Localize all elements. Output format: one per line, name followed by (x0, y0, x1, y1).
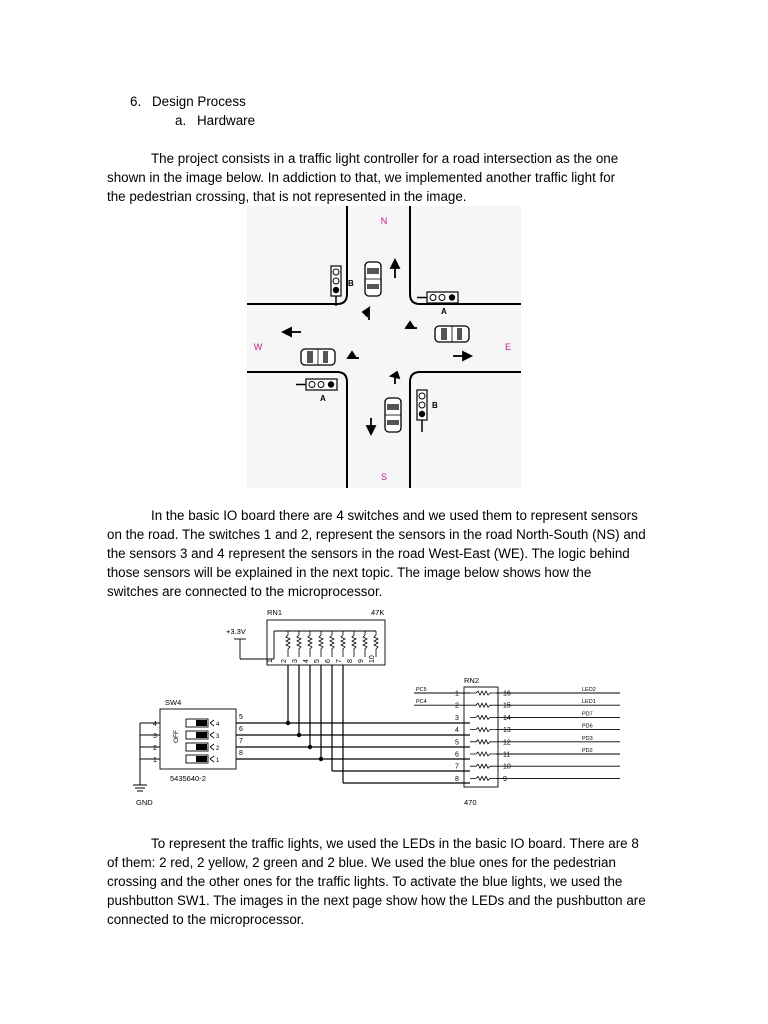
rn2-left-pin: 1 (455, 690, 459, 698)
rn1-resistor (319, 631, 323, 657)
junction-dots (286, 721, 323, 761)
rn2-resistor (470, 752, 496, 756)
paragraph-line: In the basic IO board there are 4 switches and we used them to represent sensors (151, 508, 638, 523)
rn1-pin-number: 7 (336, 659, 343, 663)
rn1-pin-number: 4 (303, 659, 310, 663)
sw4-left-pin: 1 (153, 757, 157, 764)
dip-switch-mark (210, 720, 214, 726)
rn2-right-pin: 14 (503, 714, 511, 722)
paragraph-line: The project consists in a traffic light controller for a road intersection as the one (151, 151, 619, 166)
rn1-resistor (352, 631, 356, 657)
dip-switch-knob (196, 756, 207, 762)
port-left-label: PC4 (416, 699, 427, 706)
subsection-title: Hardware (197, 113, 256, 128)
rn1-pin-number: 9 (358, 659, 365, 663)
sw4-label: SW4 (165, 698, 182, 707)
paragraph-line: pushbutton SW1. The images in the next page show how the LEDs and the pushbutton are (107, 893, 646, 908)
dip-switch-knob (196, 744, 207, 750)
port-right-label: PD2 (582, 748, 593, 754)
rn1-pin-number: 5 (314, 659, 321, 663)
section-number: 6. (130, 94, 142, 109)
rn1-pin-number: 3 (292, 659, 299, 663)
rn2-left-pin: 7 (455, 763, 459, 771)
car-south (385, 398, 401, 432)
rn1-resistor-array (286, 631, 378, 657)
rn1-resistor (286, 631, 290, 657)
sw4-right-pin: 7 (239, 738, 243, 745)
car-west (301, 349, 335, 365)
rn1-resistor (363, 631, 367, 657)
rn2-right-pin: 9 (503, 775, 507, 783)
paragraph-line: those sensors will be explained in the next topic. The image below shows how the (107, 565, 592, 580)
paragraph-line: shown in the image below. In addiction to that, we implemented another traffic light for (107, 170, 616, 185)
port-right-label: PD3 (582, 735, 593, 742)
dip-switch-tag: 4 (216, 722, 220, 728)
rn2-label: RN2 (464, 676, 480, 685)
car-north (365, 262, 381, 296)
subsection-letter: a. (175, 113, 187, 128)
gnd-label: GND (136, 798, 153, 807)
dip-switch-tag: 3 (216, 734, 220, 740)
north-label: N (380, 216, 388, 226)
port-right-label: PD7 (582, 711, 593, 718)
rn1-resistor (374, 631, 378, 657)
light-b-label-2: B (432, 401, 438, 410)
dip-switch-knob (196, 732, 207, 738)
switch-schematic (130, 607, 630, 809)
rn2-right-pin: 15 (503, 702, 511, 710)
paragraph-line: of them: 2 red, 2 yellow, 2 green and 2 blue. We used the blue ones for the pedestrian (107, 855, 616, 870)
rn1-box (267, 620, 385, 665)
rn1-pin-labels (267, 655, 376, 663)
sw4-right-pin: 8 (239, 750, 243, 757)
sw4-right-pin: 6 (239, 726, 243, 733)
rn2-left-pin: 2 (455, 702, 459, 710)
rn2-resistor (470, 776, 496, 780)
rn2-resistor (470, 740, 496, 744)
paragraph-line: switches are connected to the microprocessor. (107, 584, 383, 599)
port-right-label: PD6 (582, 723, 593, 730)
west-label: W (253, 342, 263, 352)
rn2-right-pin: 11 (503, 751, 511, 759)
rn2-right-pin: 16 (503, 690, 511, 698)
paragraph-line: the sensors 3 and 4 represent the sensors in the road West-East (WE). The logic behind (107, 546, 630, 561)
rn1-pin-number: 2 (281, 659, 288, 663)
sw4-switches (153, 714, 243, 764)
paragraph-line: To represent the traffic lights, we used the LEDs in the basic IO board. There are 8 (151, 836, 639, 851)
rn2-resistor (470, 728, 496, 732)
rn2-box (464, 687, 498, 787)
rn1-pin-number: 10 (369, 655, 376, 663)
east-label: E (504, 342, 512, 352)
rn2-left-pin: 3 (455, 714, 459, 722)
rn2-left-pin: 4 (455, 727, 459, 735)
rn1-pin-number: 8 (347, 659, 354, 663)
paragraph-line: the pedestrian crossing, that is not represented in the image. (107, 189, 467, 204)
south-label: S (380, 472, 388, 482)
rn1-label: RN1 (267, 608, 283, 617)
dip-switch-tag: 2 (216, 746, 220, 752)
supply-label: +3.3V (226, 627, 246, 636)
dip-switch-tag: 1 (216, 758, 220, 764)
rn2-resistor (470, 715, 496, 719)
light-b-label: B (348, 279, 354, 288)
rn2-resistor (470, 703, 496, 707)
rn2-left-pin: 8 (455, 775, 459, 783)
port-left-label: PC5 (416, 687, 427, 693)
rn2-resistor-array (470, 691, 496, 780)
rn2-resistor (470, 764, 496, 768)
dip-switch-knob (196, 720, 207, 726)
rn1-resistor (308, 631, 312, 657)
light-a-label: A (441, 307, 447, 316)
paragraph-leds (107, 834, 647, 929)
rn1-resistor (297, 631, 301, 657)
paragraph-line: on the road. The switches 1 and 2, represent the sensors in the road North-South (NS) and (107, 527, 646, 542)
sw4-left-pin: 2 (153, 745, 157, 752)
dip-switch-mark (210, 732, 214, 738)
sw4-right-pin: 5 (239, 714, 243, 721)
rn1-pin-number: 1 (267, 659, 274, 663)
dip-switch-mark (210, 756, 214, 762)
rn2-left-pin: 5 (455, 739, 459, 747)
port-right-label: LED2 (582, 687, 596, 693)
intersection-figure (247, 206, 521, 488)
rn1-value: 47K (371, 608, 385, 617)
rn2-right-pin: 10 (503, 763, 511, 771)
rn2-resistor (470, 691, 496, 695)
light-a-label-2: A (320, 394, 326, 403)
signal-lines (236, 723, 470, 783)
rn1-resistor (330, 631, 334, 657)
rn1-pin-number: 6 (325, 659, 332, 663)
car-east (435, 326, 469, 342)
rn2-right-pin: 13 (503, 727, 511, 735)
rn2-left-pin: 6 (455, 751, 459, 759)
rn2-value: 470 (464, 798, 477, 807)
bus-lines (288, 665, 343, 783)
off-label: OFF (173, 730, 180, 743)
dip-switch-mark (210, 744, 214, 750)
paragraph-line: crossing and the other ones for the traffic lights. To activate the blue lights, we used the (107, 874, 623, 889)
paragraph-switches (107, 506, 647, 601)
paragraph-intro (107, 149, 647, 206)
paragraph-line: connected to the microprocessor. (107, 912, 305, 927)
rn1-resistor (341, 631, 345, 657)
sw4-left-pin: 3 (153, 733, 157, 740)
sw4-left-pin: 4 (153, 721, 157, 728)
port-right-label: LED1 (582, 699, 596, 706)
sw4-part: 5435640-2 (170, 774, 206, 783)
section-title: Design Process (152, 94, 246, 109)
rn2-right-pin: 12 (503, 739, 511, 747)
